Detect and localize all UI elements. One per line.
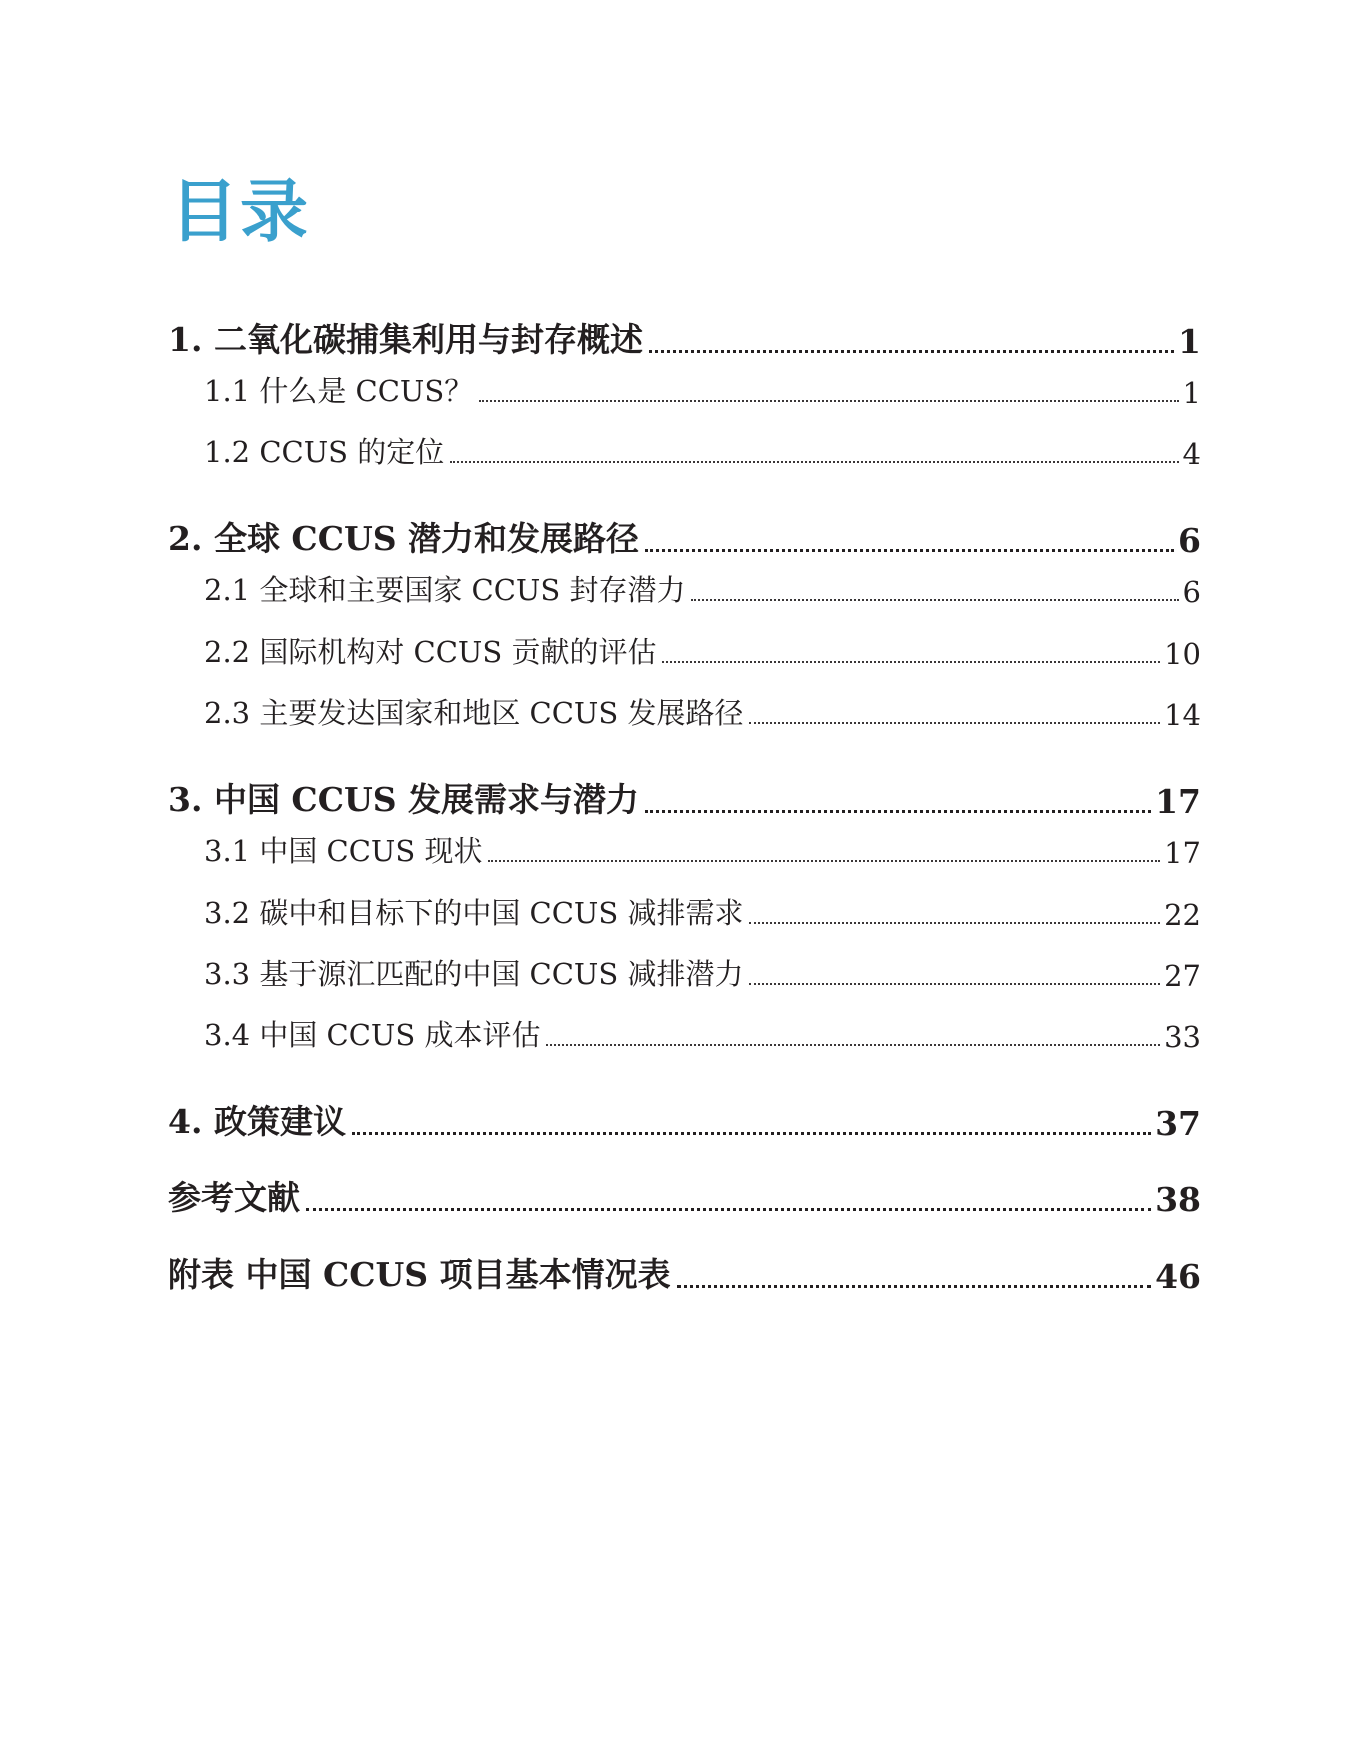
toc-page-number: 46 xyxy=(1155,1257,1201,1296)
toc-page-number: 27 xyxy=(1164,959,1201,993)
toc-entry-label: 3.4 中国 CCUS 成本评估 xyxy=(204,1018,541,1052)
toc-dot-leader xyxy=(662,661,1160,663)
toc-dot-leader xyxy=(691,599,1178,601)
toc-dot-leader xyxy=(749,922,1160,924)
toc-dot-leader xyxy=(488,860,1160,862)
toc-page-number: 17 xyxy=(1155,782,1201,821)
toc-entry-section-2-2[interactable] xyxy=(204,627,1201,671)
toc-entry-chapter-2[interactable] xyxy=(168,512,1201,560)
toc-entry-label: 参考文献 xyxy=(168,1178,300,1217)
toc-entry-chapter-4[interactable] xyxy=(168,1095,1201,1143)
toc-entry-chapter-3[interactable] xyxy=(168,773,1201,821)
toc-dot-leader xyxy=(546,1044,1160,1046)
toc-entry-label: 2. 全球 CCUS 潜力和发展路径 xyxy=(168,519,640,558)
toc-entry-label: 2.1 全球和主要国家 CCUS 封存潜力 xyxy=(204,573,686,607)
toc-dot-leader xyxy=(306,1208,1151,1211)
toc-page-number: 6 xyxy=(1178,521,1201,560)
toc-dot-leader xyxy=(352,1132,1151,1135)
toc-page-number: 1 xyxy=(1178,322,1201,361)
toc-page-number: 1 xyxy=(1182,376,1201,410)
toc-entry-label: 3.3 基于源汇匹配的中国 CCUS 减排潜力 xyxy=(204,957,744,991)
toc-entry-label: 4. 政策建议 xyxy=(168,1102,346,1141)
toc-entry-chapter-1[interactable] xyxy=(168,313,1201,361)
toc-page-number: 10 xyxy=(1164,637,1201,671)
toc-dot-leader xyxy=(749,722,1160,724)
toc-entry-section-3-3[interactable] xyxy=(204,949,1201,993)
toc-entry-label: 3.2 碳中和目标下的中国 CCUS 减排需求 xyxy=(204,896,744,930)
toc-entry-label: 3. 中国 CCUS 发展需求与潜力 xyxy=(168,780,640,819)
toc-entry-references[interactable] xyxy=(168,1171,1201,1219)
toc-entry-label: 3.1 中国 CCUS 现状 xyxy=(204,834,483,868)
toc-entry-section-1-2[interactable] xyxy=(204,427,1201,471)
toc-page-number: 38 xyxy=(1155,1180,1201,1219)
toc-entry-section-3-4[interactable] xyxy=(204,1010,1201,1054)
toc-entry-label: 2.3 主要发达国家和地区 CCUS 发展路径 xyxy=(204,696,744,730)
toc-entry-section-3-2[interactable] xyxy=(204,888,1201,932)
toc-entry-label: 2.2 国际机构对 CCUS 贡献的评估 xyxy=(204,635,657,669)
toc-dot-leader xyxy=(645,549,1174,552)
toc-page-number: 17 xyxy=(1164,836,1201,870)
toc-dot-leader xyxy=(645,810,1151,813)
toc-dot-leader xyxy=(749,983,1160,985)
toc-entry-section-1-1[interactable] xyxy=(204,366,1201,410)
toc-entry-section-3-1[interactable] xyxy=(204,826,1201,870)
toc-page-number: 37 xyxy=(1155,1104,1201,1143)
toc-page-number: 4 xyxy=(1182,437,1201,471)
toc-page-number: 14 xyxy=(1164,698,1201,732)
toc-entry-label: 1.2 CCUS 的定位 xyxy=(204,435,445,469)
toc-entry-label: 1. 二氧化碳捕集利用与封存概述 xyxy=(168,320,643,359)
toc-dot-leader xyxy=(479,400,1178,402)
toc-page-number: 33 xyxy=(1164,1020,1201,1054)
toc-page-number: 22 xyxy=(1164,898,1201,932)
page-title: 目录 xyxy=(170,173,311,252)
toc-dot-leader xyxy=(677,1285,1151,1288)
toc-entry-appendix[interactable] xyxy=(168,1248,1201,1296)
toc-dot-leader xyxy=(649,350,1174,353)
toc-entry-label: 1.1 什么是 CCUS？ xyxy=(204,374,474,408)
toc-entry-section-2-3[interactable] xyxy=(204,688,1201,732)
toc-entry-label: 附表 中国 CCUS 项目基本情况表 xyxy=(168,1255,671,1294)
toc-entry-section-2-1[interactable] xyxy=(204,565,1201,609)
toc-dot-leader xyxy=(450,461,1178,463)
toc-page-number: 6 xyxy=(1182,575,1201,609)
